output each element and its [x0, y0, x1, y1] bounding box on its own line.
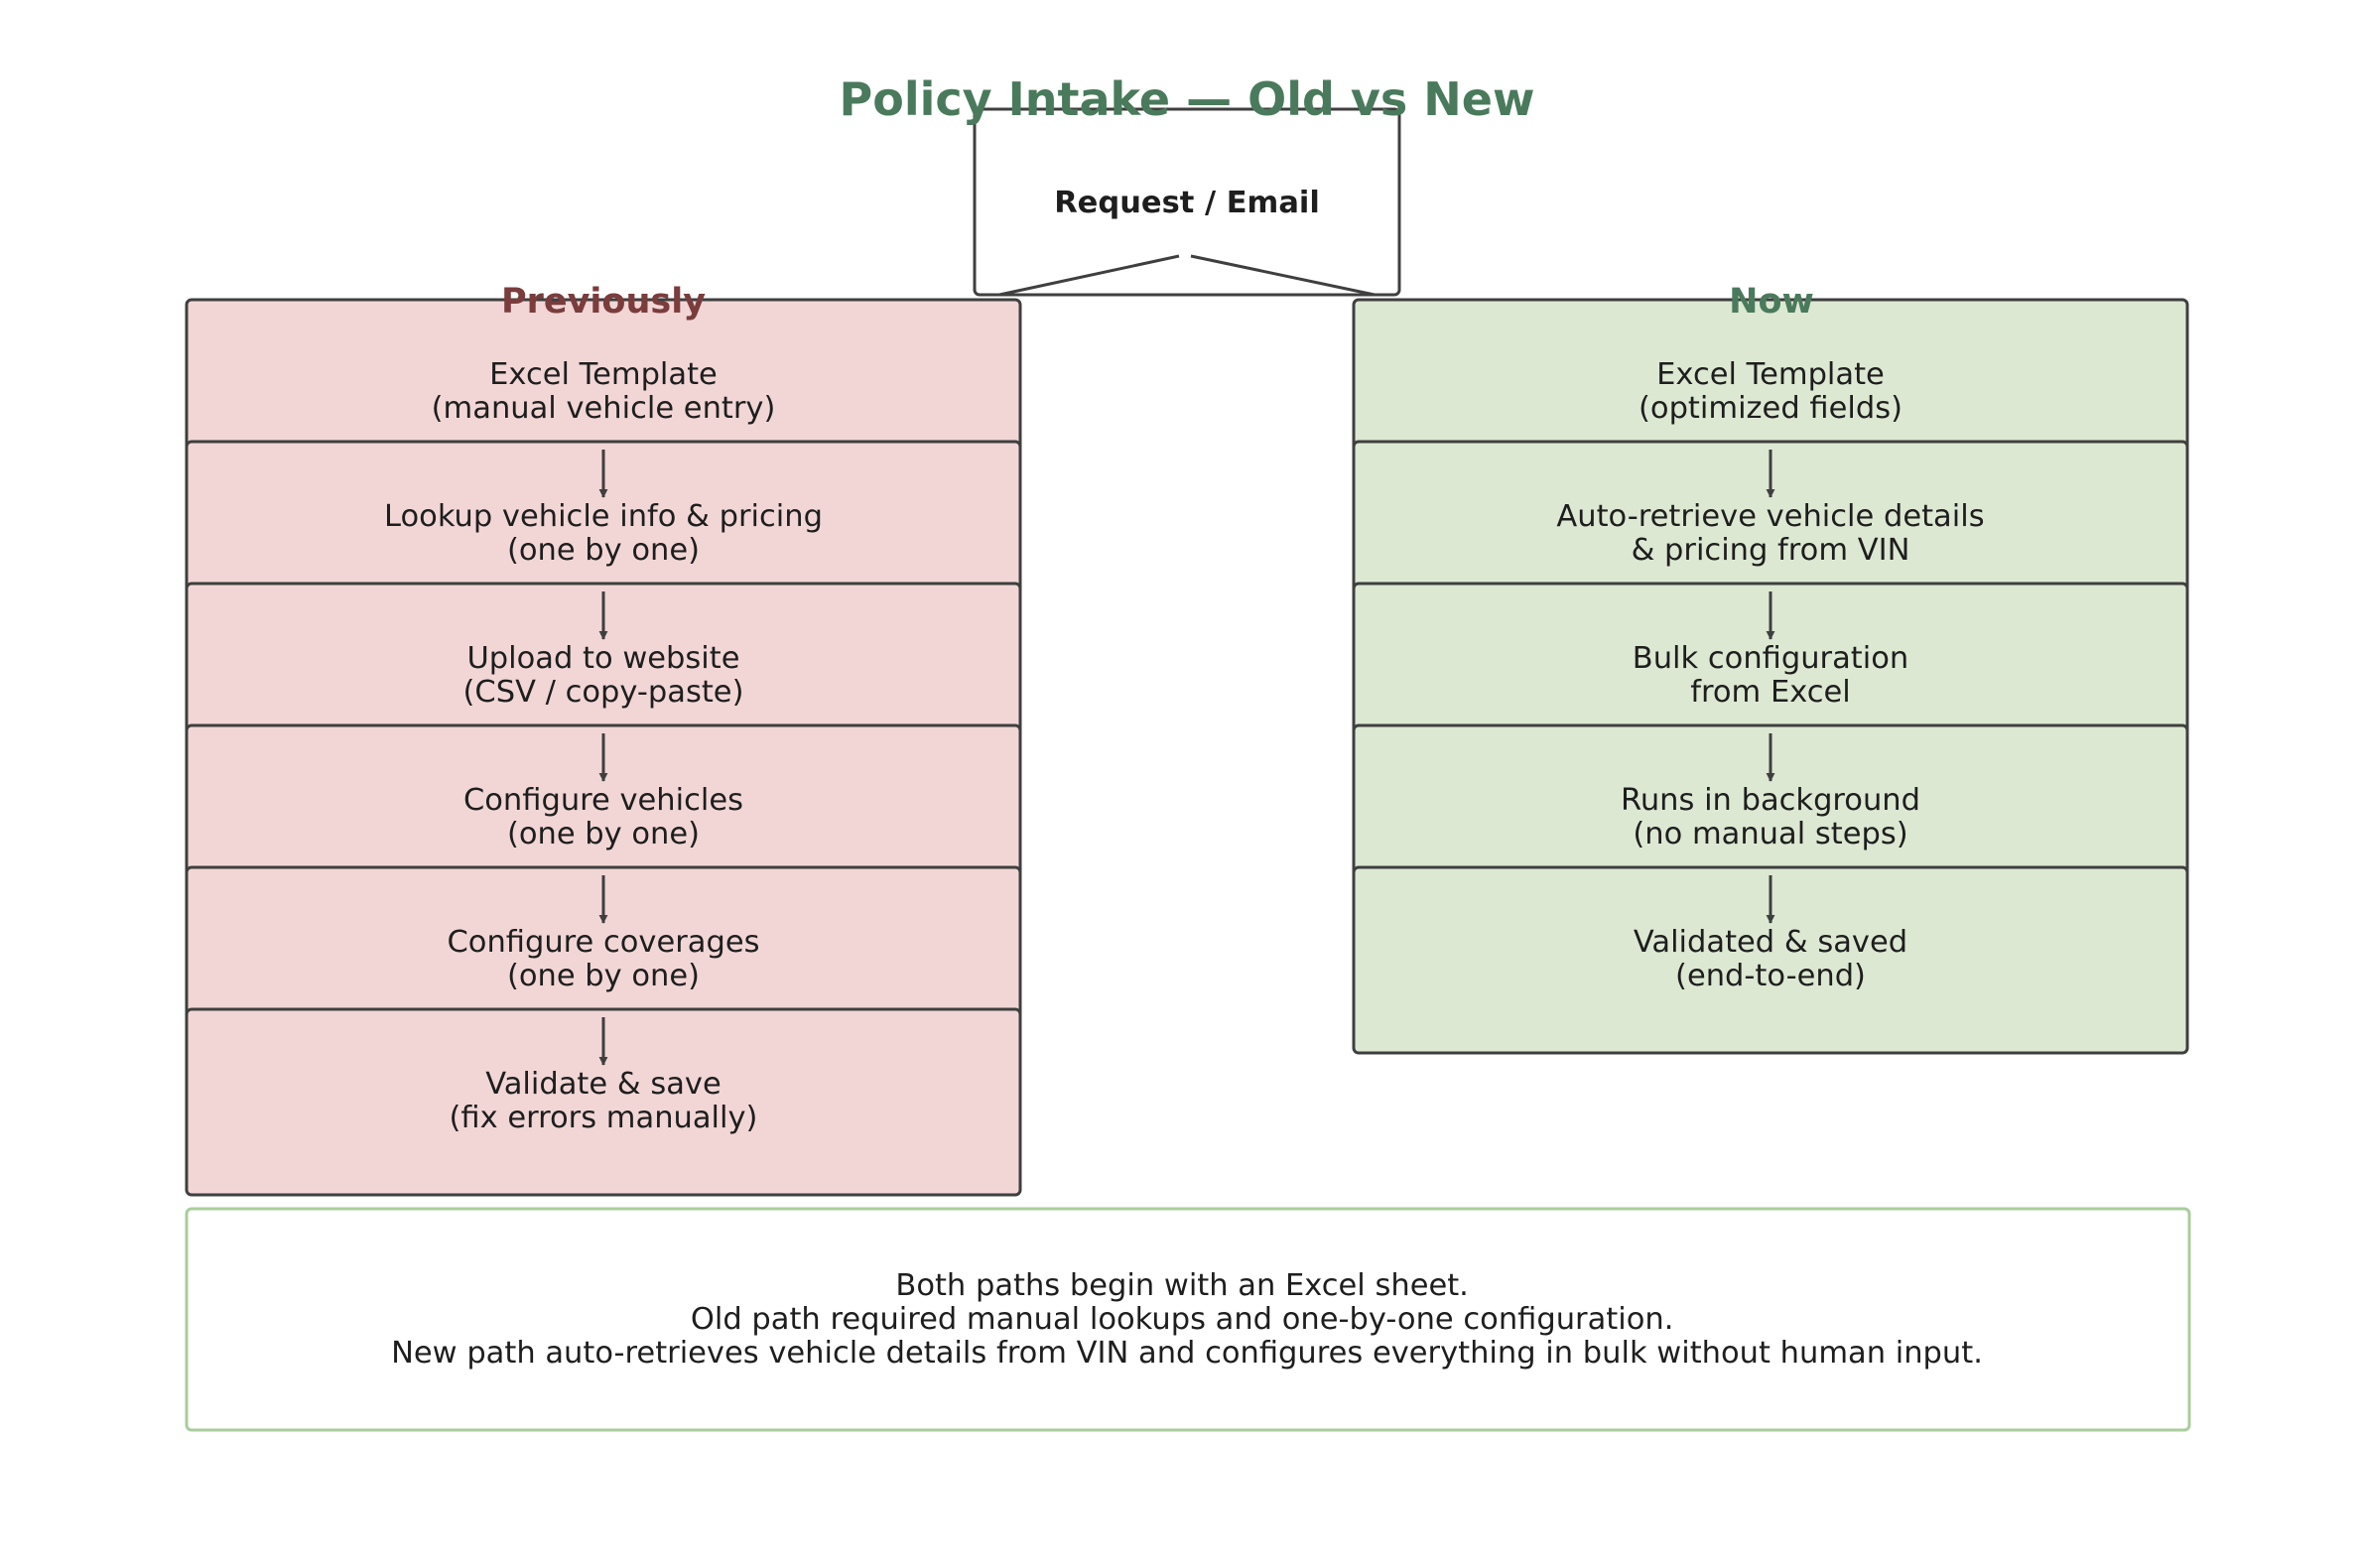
old-step-line-1: Configure vehicles: [462, 783, 744, 818]
new-step-line-1: Validated & saved: [1633, 925, 1908, 960]
old-step-line-1: Validate & save: [485, 1067, 721, 1102]
summary-note: [187, 1209, 2189, 1430]
old-step-line-2: (one by one): [506, 959, 701, 993]
new-step-label: [1639, 357, 1902, 426]
old-step-line-2: (fix errors manually): [449, 1101, 758, 1135]
old-step-line-2: (CSV / copy-paste): [462, 675, 744, 710]
old-step-line-1: Upload to website: [466, 641, 740, 676]
summary-line-1: Both paths begin with an Excel sheet.: [895, 1268, 1469, 1303]
old-step-line-2: (manual vehicle entry): [431, 391, 776, 426]
new-step-line-1: Excel Template: [1656, 357, 1885, 392]
old-step-line-2: (one by one): [506, 533, 701, 568]
source-label: Request / Email: [1054, 186, 1320, 220]
old-step-line-2: (one by one): [506, 817, 701, 851]
old-path-column: [187, 300, 1020, 1195]
old-step-line-1: Lookup vehicle info & pricing: [384, 499, 823, 534]
new-step-line-2: from Excel: [1690, 675, 1851, 710]
old-step-line-1: Excel Template: [489, 357, 718, 392]
old-step-6: [187, 1009, 1020, 1195]
new-step-line-1: Auto-retrieve vehicle details: [1556, 499, 1985, 534]
new-step-line-2: & pricing from VIN: [1631, 533, 1910, 568]
new-path-column: [1354, 300, 2187, 1053]
page-title: Policy Intake — Old vs New: [839, 72, 1535, 126]
new-step-line-2: (optimized fields): [1639, 391, 1902, 426]
source-node: [975, 109, 1399, 295]
new-step-line-1: Runs in background: [1621, 783, 1920, 818]
summary-line-3: New path auto-retrieves vehicle details from VIN and configures everything in bulk without human input.: [391, 1336, 1983, 1371]
summary-line-2: Old path required manual lookups and one-by-one configuration.: [690, 1302, 1674, 1337]
new-step-line-1: Bulk configuration: [1632, 641, 1909, 676]
new-path-header: Now: [1729, 282, 1814, 322]
new-step-5: [1354, 867, 2187, 1053]
new-step-line-2: (no manual steps): [1633, 817, 1908, 851]
old-step-line-1: Configure coverages: [447, 925, 760, 960]
old-path-header: Previously: [500, 282, 707, 322]
old-step-label: [463, 641, 744, 710]
new-step-label: [1621, 783, 1920, 851]
old-step-label: [450, 1067, 758, 1135]
new-step-line-2: (end-to-end): [1675, 959, 1866, 993]
